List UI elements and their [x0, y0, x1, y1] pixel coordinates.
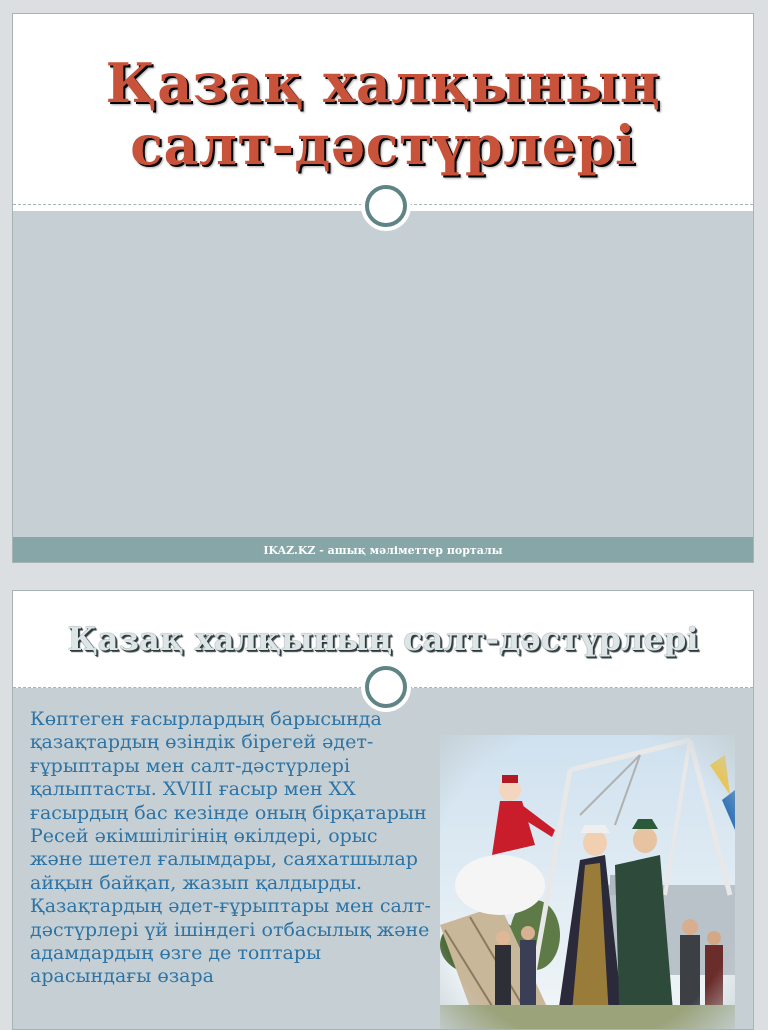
footer-text: IKAZ.KZ - ашық мәліметтер порталы: [263, 544, 503, 557]
body-paragraph: Көптеген ғасырлардың барысында қазақтардың өзіндік бірегей әдет-ғұрыптары мен салт-дәстүрлері қалыптасты. XVIII ғасыр мен XX ғасырдың бас кезінде оның бірқатарын Ресей әкімшілігінің өкілдері, орыс және шетел ғалымдары, саяхатшылар айқын байқап, жазып қалдырды. Қазақтардың әдет-ғұрыптары мен салт-дәстүрлері үй ішіндегі отбасылық және адамдардың өзге де топтары арасындағы өзара: [30, 708, 431, 988]
circle-ornament: [365, 666, 407, 708]
circle-ornament: [365, 185, 407, 227]
content-slide: [12, 590, 754, 1030]
title-line-1: Қазақ халқының: [105, 51, 661, 115]
title-area: [13, 14, 753, 205]
slide-title: Қазақ халқының салт-дәстүрлері: [67, 620, 699, 658]
festival-swing-photo: [440, 735, 735, 1030]
footer-bar: [13, 537, 753, 563]
title-line-2: салт-дәстүрлері: [130, 113, 636, 177]
slide-title: [13, 52, 753, 176]
title-slide: [12, 13, 754, 563]
content-panel: [13, 211, 753, 537]
